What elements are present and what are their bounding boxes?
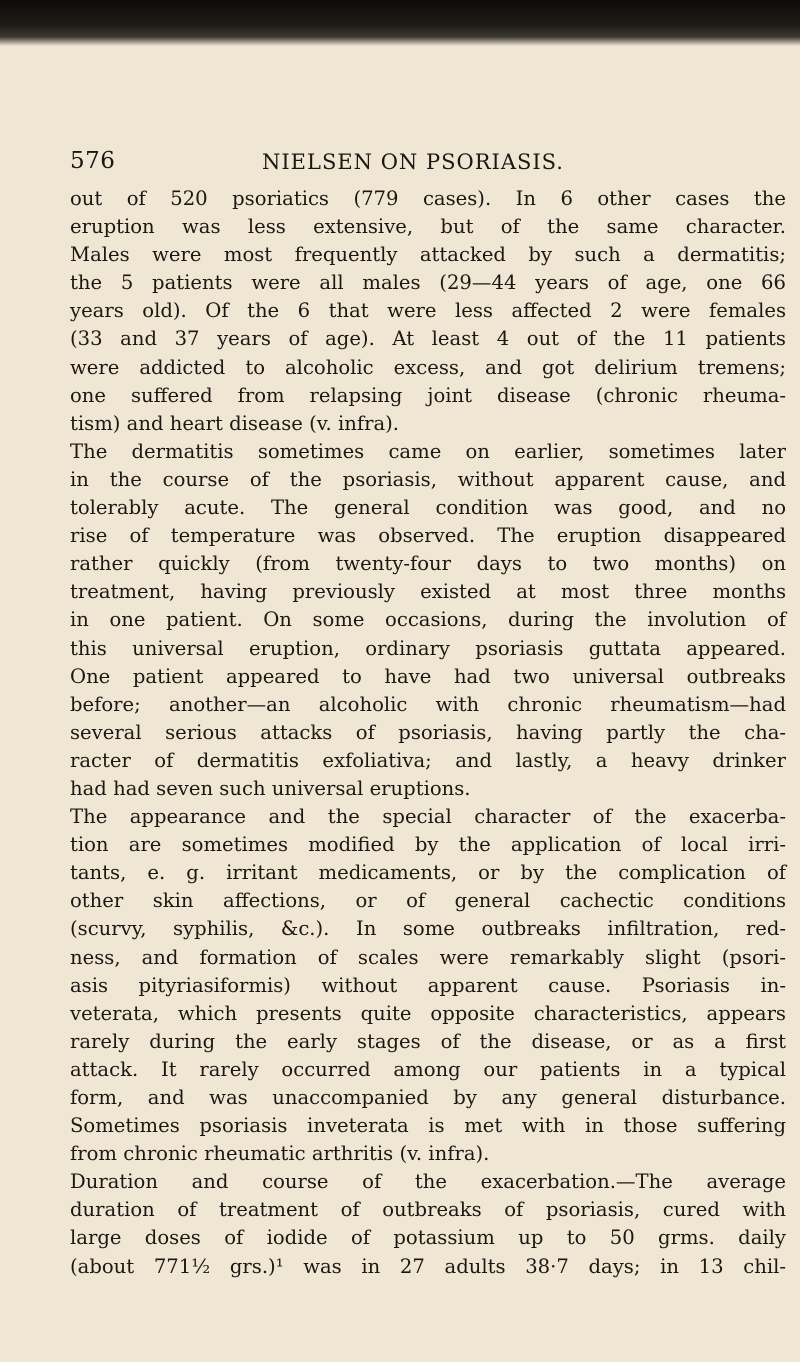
page-header — [0, 148, 800, 182]
text-line: rise of temperature was observed. The eruption disappeared — [70, 524, 786, 548]
running-head: NIELSEN ON PSORIASIS. — [262, 150, 564, 174]
text-line: tants, e. g. irritant medicaments, or by the complication of — [70, 861, 786, 885]
text-line: tion are sometimes modified by the application of local irri- — [70, 833, 786, 857]
text-line: Males were most frequently attacked by such a dermatitis; — [70, 243, 786, 267]
page-number: 576 — [70, 148, 116, 174]
text-line: from chronic rheumatic arthritis (v. infra). — [70, 1142, 490, 1166]
text-line: ness, and formation of scales were remarkably slight (psori- — [70, 945, 786, 969]
text-line: Sometimes psoriasis inveterata is met with in those suffering — [70, 1114, 786, 1138]
text-line: tolerably acute. The general condition was good, and no — [70, 496, 786, 520]
text-line: several serious attacks of psoriasis, having partly the cha- — [70, 720, 786, 744]
text-line: (about 771½ grs.)¹ was in 27 adults 38·7 days; in 13 chil- — [70, 1254, 786, 1278]
text-line: this universal eruption, ordinary psoriasis guttata appeared. — [70, 636, 786, 660]
text-line: large doses of iodide of potassium up to 50 grms. daily — [70, 1226, 786, 1250]
text-line: before; another—an alcoholic with chronic rheumatism—had — [70, 692, 786, 716]
text-line: asis pityriasiformis) without apparent cause. Psoriasis in- — [70, 973, 786, 997]
text-line: one suffered from relapsing joint disease (chronic rheuma- — [70, 383, 786, 407]
text-line: years old). Of the 6 that were less affected 2 were females — [70, 299, 786, 323]
body-text — [70, 185, 786, 1281]
text-line: out of 520 psoriatics (779 cases). In 6 other cases the — [70, 187, 786, 210]
text-line: duration of treatment of outbreaks of psoriasis, cured with — [70, 1198, 786, 1222]
page-top-edge-shadow — [0, 0, 800, 46]
text-line: eruption was less extensive, but of the same character. — [70, 215, 786, 239]
text-line: (33 and 37 years of age). At least 4 out of the 11 patients — [70, 327, 786, 351]
text-line: rarely during the early stages of the disease, or as a first — [70, 1029, 786, 1053]
text-line: attack. It rarely occurred among our patients in a typical — [70, 1057, 786, 1081]
text-line: were addicted to alcoholic excess, and got delirium tremens; — [70, 355, 786, 379]
text-line: Duration and course of the exacerbation.—The average — [70, 1170, 786, 1194]
text-line: One patient appeared to have had two universal outbreaks — [70, 664, 786, 688]
text-line: the 5 patients were all males (29—44 years of age, one 66 — [70, 271, 786, 295]
text-line: racter of dermatitis exfoliativa; and lastly, a heavy drinker — [70, 748, 786, 772]
text-line: in one patient. On some occasions, during the involution of — [70, 608, 786, 632]
text-line: The appearance and the special character of the exacerba- — [70, 805, 786, 829]
text-line: veterata, which presents quite opposite characteristics, appears — [70, 1001, 786, 1025]
text-line: form, and was unaccompanied by any general disturbance. — [70, 1086, 786, 1109]
text-line: in the course of the psoriasis, without apparent cause, and — [70, 467, 786, 491]
text-line: rather quickly (from twenty-four days to two months) on — [70, 552, 786, 576]
text-line: had had seven such universal eruptions. — [70, 776, 471, 800]
text-line: tism) and heart disease (v. infra). — [70, 411, 400, 435]
text-line: The dermatitis sometimes came on earlier, sometimes later — [70, 439, 786, 463]
text-line: treatment, having previously existed at most three months — [70, 580, 786, 604]
text-line: (scurvy, syphilis, &c.). In some outbreaks infiltration, red- — [70, 917, 786, 941]
text-line: other skin affections, or of general cachectic conditions — [70, 889, 786, 913]
